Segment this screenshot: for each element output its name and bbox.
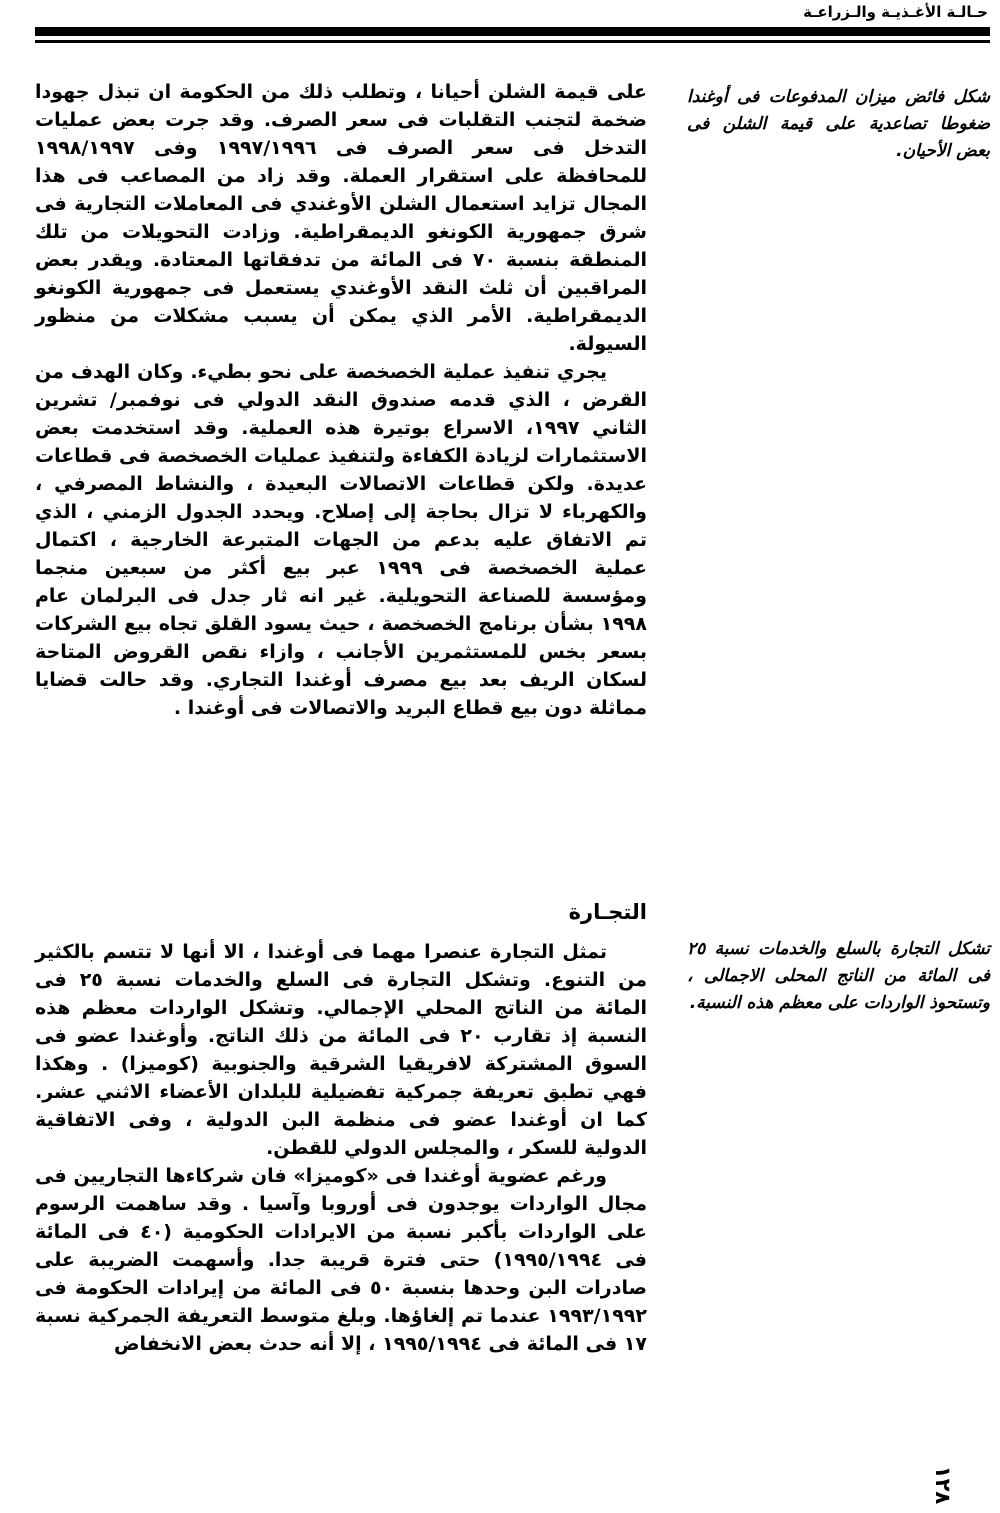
body-section-currency-privatization: [35, 78, 647, 722]
header-rule-thin: [35, 40, 990, 43]
margin-note-trade-share: تشكل التجارة بالسلع والخدمات نسبة ٢٥ فى المائة من الناتج المحلى الاجمالى ، وتستحوذ الواردات على معظم هذه النسبة.: [687, 939, 990, 1013]
paragraph-exchange-rate: على قيمة الشلن أحيانا ، وتطلب ذلك من الحكومة ان تبذل جهودا ضخمة لتجنب التقلبات فى سعر الصرف. وقد جرت بعض عمليات التدخل فى سعر الصرف فى ١٩٩٧/١٩٩٦ وفى ١٩٩٨/١٩٩٧ للمحافظة على استقرار العملة. وقد زاد من المصاعب فى هذا المجال تزايد استعمال الشلن الأوغندي فى المعاملات التجارية فى شرق جمهورية الكونغو الديمقراطية. وزادت التحويلات من تلك المنطقة بنسبة ٧٠ فى المائة من تدفقاتها المعتادة. ويقدر بعض المراقبين أن ثلث النقد الأوغندي يستعمل فى جمهورية الكونغو الديمقراطية. الأمر الذي يمكن أن يسبب مشكلات من منظور السيولة.: [35, 81, 648, 355]
page-number: ١٢٨: [930, 1465, 955, 1505]
running-head-title: حـالـة الأغـذيـة والـزراعـة: [803, 3, 988, 21]
section-heading-trade: التجـارة: [568, 900, 647, 924]
paragraph-trade-overview: تمثل التجارة عنصرا مهما فى أوغندا ، الا أنها لا تتسم بالكثير من التنوع. وتشكل التجارة فى السلع والخدمات نسبة ٢٥ فى المائة من الناتج المحلي الإجمالي. وتشكل الواردات معظم هذه النسبة إذ تقارب ٢٠ فى المائة من ذلك الناتج. وأوغندا عضو فى السوق المشتركة لافريقيا الشرقية والجنوبية (كوميزا) . وهكذا فهي تطبق تعريفة جمركية تفضيلية للبلدان الأعضاء الاثني عشر. كما ان أوغندا عضو فى منظمة البن الدولية ، وفى الاتفاقية الدولية للسكر ، والمجلس الدولي للقطن.: [35, 941, 648, 1159]
margin-note-balance-of-payments: شكل فائض ميزان المدفوعات فى أوغندا ضغوطا تصاعدية على قيمة الشلن فى بعض الأحيان.: [687, 87, 990, 161]
paragraph-trade-partners: ورغم عضوية أوغندا فى «كوميزا» فان شركاءها التجاريين فى مجال الواردات يوجدون فى أوروبا وآسيا . وقد ساهمت الرسوم على الواردات بأكبر نسبة من الايرادات الحكومية (٤٠ فى المائة فى ١٩٩٥/١٩٩٤) حتى فترة قريبة جدا. وأسهمت الضريبة على صادرات البن وحدها بنسبة ٥٠ فى المائة من إيرادات الحكومة فى ١٩٩٣/١٩٩٢ عندما تم إلغاؤها. وبلغ متوسط التعريفة الجمركية نسبة ١٧ فى المائة فى ١٩٩٥/١٩٩٤ ، إلا أنه حدث بعض الانخفاض: [35, 1165, 647, 1355]
header-rule-thick: [35, 27, 990, 36]
paragraph-privatization: يجري تنفيذ عملية الخصخصة على نحو بطيء. وكان الهدف من القرض ، الذي قدمه صندوق النقد الدولي فى نوفمبر/ تشرين الثاني ١٩٩٧، الاسراع بوتيرة هذه العملية. وقد استخدمت بعض الاستثمارات لزيادة الكفاءة ولتنفيذ عمليات الخصخصة فى قطاعات عديدة. ولكن قطاعات الاتصالات البعيدة ، والنشاط المصرفي ، والكهرباء لا تزال بحاجة إلى إصلاح. ويحدد الجدول الزمني ، الذي تم الاتفاق عليه بدعم من الجهات المتبرعة الخارجية ، اكتمال عملية الخصخصة فى ١٩٩٩ عبر بيع أكثر من سبعين منجما ومؤسسة للصناعة التحويلية. غير انه ثار جدل فى البرلمان عام ١٩٩٨ بشأن برنامج الخصخصة ، حيث يسود القلق تجاه بيع الشركات بسعر بخس للمستثمرين الأجانب ، وازاء نقص القروض المتاحة لسكان الريف بعد بيع مصرف أوغندا التجاري. وقد حالت قضايا مماثلة دون بيع قطاع البريد والاتصالات فى أوغندا .: [35, 361, 648, 719]
body-section-trade: [35, 898, 647, 1358]
